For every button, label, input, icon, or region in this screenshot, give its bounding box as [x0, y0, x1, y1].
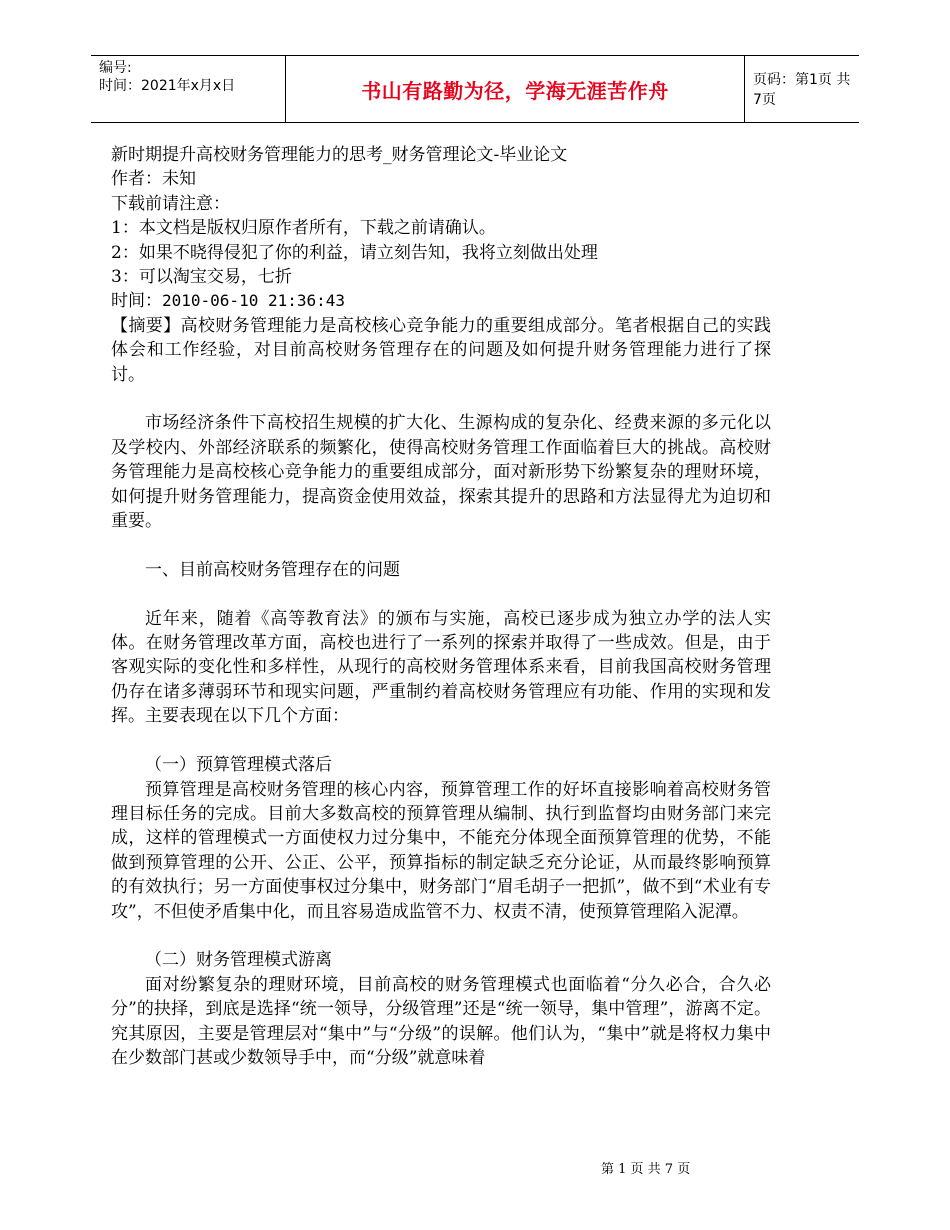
time-value: 2010-06-10 21:36:43 — [162, 291, 346, 311]
time-prefix: 时间： — [111, 291, 162, 312]
subsection-heading-2: （二）财务管理模式游离 — [145, 950, 332, 971]
document-body — [111, 143, 771, 1070]
paragraph-2: 预算管理是高校财务管理的核心内容，预算管理工作的好坏直接影响着高校财务管理目标任务的完成。目前大多数高校的预算管理从编制、执行到监督均由财务部门来完成，这样的管理模式一方面使权力过分集中，不能充分体现全面预算管理的优势，不能做到预算管理的公开、公正、公平，预算指标的制定缺乏充分论证，从而最终影响预算的有效执行；另一方面使事权过分集中，财务部门“眉毛胡子一把抓”，做不到“术业有专攻”，不但使矛盾集中化，而且容易造成监管不力、权责不清，使预算管理陷入泥潭。 — [111, 779, 771, 922]
notice-title: 下载前请注意： — [111, 193, 230, 214]
doc-title: 新时期提升高校财务管理能力的思考_财务管理论文-毕业论文 — [111, 145, 568, 165]
number-label: 编号: — [99, 60, 132, 76]
header-left-cell — [91, 56, 285, 122]
doc-time — [111, 289, 771, 313]
subsection-heading-1: （一）预算管理模式落后 — [145, 755, 332, 776]
header-page-info: 页码：第1页 共7页 — [753, 72, 851, 108]
notice-item-1: 1：本文档是版权归原作者所有，下载之前请确认。 — [111, 218, 496, 239]
time-label: 时间：2021年x月x日 — [99, 78, 236, 94]
paragraph-3: 面对纷繁复杂的理财环境，目前高校的财务管理模式也面临着“分久必合，合久必分”的抉择，到底是选择“统一领导，分级管理”还是“统一领导，集中管理”，游离不定。究其原因，主要是管理层对“集中”与“分级”的误解。他们认为，“集中”就是将权力集中在少数部门甚或少数领导手中，而“分级”就意味着 — [111, 974, 771, 1068]
page-header — [91, 55, 859, 123]
notice-item-3: 3：可以淘宝交易，七折 — [111, 267, 292, 288]
notice-item-2: 2：如果不晓得侵犯了你的利益，请立刻告知，我将立刻做出处理 — [111, 242, 598, 263]
page-footer: 第 1 页 共 7 页 — [601, 1162, 691, 1177]
paragraph-intro: 市场经济条件下高校招生规模的扩大化、生源构成的复杂化、经费来源的多元化以及学校内、外部经济联系的频繁化，使得高校财务管理工作面临着巨大的挑战。高校财务管理能力是高校核心竞争能力的重要组成部分，面对新形势下纷繁复杂的理财环境，如何提升财务管理能力，提高资金使用效益，探索其提升的思路和方法显得尤为迫切和重要。 — [111, 413, 771, 532]
doc-author: 作者：未知 — [111, 169, 196, 190]
header-motto: 书山有路勤为径，学海无涯苦作舟 — [285, 56, 745, 122]
section-heading-1: 一、目前高校财务管理存在的问题 — [145, 559, 400, 580]
abstract: 【摘要】高校财务管理能力是高校核心竞争能力的重要组成部分。笔者根据自己的实践体会和工作经验，对目前高校财务管理存在的问题及如何提升财务管理能力进行了探讨。 — [111, 315, 771, 385]
paragraph-1: 近年来，随着《高等教育法》的颁布与实施，高校已逐步成为独立办学的法人实体。在财务管理改革方面，高校也进行了一系列的探索并取得了一些成效。但是，由于客观实际的变化性和多样性，从现行的高校财务管理体系来看，目前我国高校财务管理仍存在诸多薄弱环节和现实问题，严重制约着高校财务管理应有功能、作用的实现和发挥。主要表现在以下几个方面： — [111, 608, 771, 727]
